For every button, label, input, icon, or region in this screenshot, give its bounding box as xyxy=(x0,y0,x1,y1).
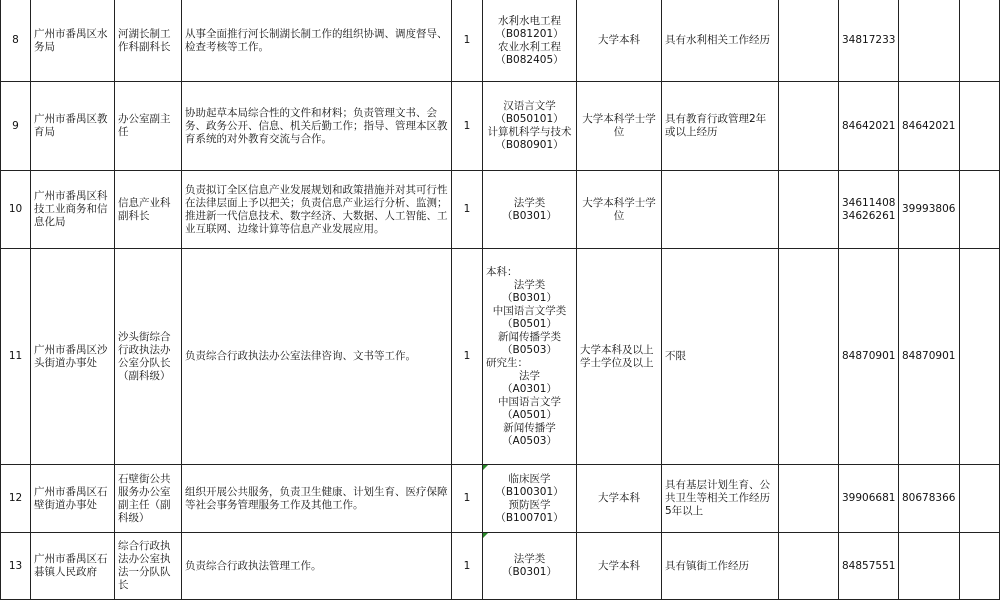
duties-cell: 负责拟订全区信息产业发展规划和政策措施并对其可行性在法律层面上予以把关；负责信息产业运行分析、监测；推进新一代信息技术、数字经济、大数据、人工智能、工业互联网、边缘计算等信息产业发展应用。 xyxy=(182,171,452,249)
row-index: 11 xyxy=(1,249,31,465)
phone-cell-2: 80678366 xyxy=(899,465,960,533)
row-index: 12 xyxy=(1,465,31,533)
phone-cell-2 xyxy=(899,533,960,600)
majors-cell xyxy=(483,171,577,249)
phone-number: 84642021 xyxy=(842,119,896,132)
major-line: 预防医学 xyxy=(508,498,551,511)
majors-cell xyxy=(483,465,577,533)
empty-cell xyxy=(779,0,839,82)
position-cell: 沙头街综合行政执法办公室分队长（副科级） xyxy=(115,249,182,465)
major-line: （B0301） xyxy=(502,291,557,304)
duties-cell: 负责综合行政执法管理工作。 xyxy=(182,533,452,600)
requirement-cell: 具有水利相关工作经历 xyxy=(662,0,779,82)
count-cell: 1 xyxy=(452,82,483,171)
count-cell: 1 xyxy=(452,465,483,533)
empty-cell xyxy=(960,171,1000,249)
phone-number: 84857551 xyxy=(842,559,896,572)
empty-cell xyxy=(779,465,839,533)
education-cell: 大学本科 xyxy=(577,465,662,533)
table-row xyxy=(1,465,1000,533)
major-line: 新闻传播学类 xyxy=(498,330,561,343)
major-line: （B0301） xyxy=(502,209,557,222)
phone-cell xyxy=(839,171,899,249)
majors-cell xyxy=(483,0,577,82)
phone-cell-2: 39993806 xyxy=(899,171,960,249)
position-cell: 信息产业科副科长 xyxy=(115,171,182,249)
phone-cell-2: 84642021 xyxy=(899,82,960,171)
major-line: 中国语言文学类 xyxy=(492,304,567,317)
requirement-cell xyxy=(662,171,779,249)
empty-cell xyxy=(960,249,1000,465)
major-line: 水利水电工程 xyxy=(498,14,561,27)
phone-number: 34626261 xyxy=(842,209,896,222)
major-line: 法学类 xyxy=(513,278,546,291)
phone-number: 84870901 xyxy=(842,350,896,362)
major-line: （B100301） xyxy=(495,485,564,498)
empty-cell xyxy=(779,249,839,465)
table-row xyxy=(1,171,1000,249)
phone-cell xyxy=(839,249,899,465)
duties-cell: 负责综合行政执法办公室法律咨询、文书等工作。 xyxy=(182,249,452,465)
row-index: 9 xyxy=(1,82,31,171)
phone-cell xyxy=(839,82,899,171)
empty-cell xyxy=(960,0,1000,82)
majors-cell xyxy=(483,82,577,171)
row-index: 13 xyxy=(1,533,31,600)
row-index: 10 xyxy=(1,171,31,249)
major-line: 法学 xyxy=(519,369,540,382)
unit-cell: 广州市番禺区教育局 xyxy=(31,82,115,171)
education-cell: 大学本科学士学位 xyxy=(577,82,662,171)
row-index: 8 xyxy=(1,0,31,82)
major-line: （B080901） xyxy=(495,139,564,151)
phone-cell xyxy=(839,465,899,533)
phone-cell xyxy=(839,0,899,82)
unit-cell: 广州市番禺区科技工业商务和信息化局 xyxy=(31,171,115,249)
major-line: 农业水利工程 xyxy=(498,40,561,53)
table-row xyxy=(1,0,1000,82)
requirement-cell: 不限 xyxy=(662,249,779,465)
major-line: （B0503） xyxy=(502,343,557,356)
unit-cell: 广州市番禺区石碁镇人民政府 xyxy=(31,533,115,600)
empty-cell xyxy=(779,533,839,600)
major-line: 法学类 xyxy=(513,553,546,565)
count-cell: 1 xyxy=(452,249,483,465)
phone-cell-2: 84870901 xyxy=(899,249,960,465)
table-row xyxy=(1,82,1000,171)
table-row xyxy=(1,249,1000,465)
requirement-cell: 具有镇街工作经历 xyxy=(662,533,779,600)
count-cell: 1 xyxy=(452,171,483,249)
phone-number: 39906681 xyxy=(842,492,896,504)
duties-cell: 组织开展公共服务，负责卫生健康、计划生育、医疗保障等社会事务管理服务工作及其他工作。 xyxy=(182,465,452,533)
major-line: 临床医学 xyxy=(508,472,551,485)
majors-cell xyxy=(483,249,577,465)
major-line: （B081201） xyxy=(495,27,564,40)
education-cell: 大学本科及以上学士学位及以上 xyxy=(577,249,662,465)
major-line: （A0503） xyxy=(502,434,557,447)
position-cell: 综合行政执法办公室执法一分队队长 xyxy=(115,533,182,600)
education-cell: 大学本科学士学位 xyxy=(577,171,662,249)
empty-cell xyxy=(779,82,839,171)
requirement-cell: 具有教育行政管理2年或以上经历 xyxy=(662,82,779,171)
major-line: （B050101） xyxy=(495,113,564,125)
education-cell: 大学本科 xyxy=(577,0,662,82)
empty-cell xyxy=(960,533,1000,600)
empty-cell xyxy=(779,171,839,249)
major-line: 本科： xyxy=(486,265,518,278)
position-cell: 石壁街公共服务办公室副主任（副科级） xyxy=(115,465,182,533)
phone-number: 34817233 xyxy=(842,34,896,46)
phone-cell xyxy=(839,533,899,600)
major-line: 法学类 xyxy=(513,196,546,209)
unit-cell: 广州市番禺区沙头街道办事处 xyxy=(31,249,115,465)
major-line: 研究生： xyxy=(486,356,528,369)
major-line: （B0501） xyxy=(502,317,557,330)
empty-cell xyxy=(960,465,1000,533)
position-cell: 办公室副主任 xyxy=(115,82,182,171)
unit-cell: 广州市番禺区水务局 xyxy=(31,0,115,82)
major-line: （A0501） xyxy=(502,408,557,421)
majors-cell xyxy=(483,533,577,600)
major-line: （B100701） xyxy=(495,511,564,524)
education-cell: 大学本科 xyxy=(577,533,662,600)
major-line: 新闻传播学 xyxy=(503,421,556,434)
phone-number: 34611408 xyxy=(842,196,896,209)
major-line: （A0301） xyxy=(502,382,557,395)
major-line: 汉语言文学 xyxy=(503,100,556,112)
duties-cell: 协助起草本局综合性的文件和材料；负责管理文书、会务、政务公开、信息、机关后勤工作；指导、管理本区教育系统的对外教育交流与合作。 xyxy=(182,82,452,171)
table-row xyxy=(1,533,1000,600)
position-cell: 河湖长制工作科副科长 xyxy=(115,0,182,82)
major-line: 计算机科学与技术 xyxy=(487,126,572,138)
unit-cell: 广州市番禺区石壁街道办事处 xyxy=(31,465,115,533)
empty-cell xyxy=(960,82,1000,171)
major-line: 中国语言文学 xyxy=(498,395,561,408)
requirement-cell: 具有基层计划生育、公共卫生等相关工作经历5年以上 xyxy=(662,465,779,533)
count-cell: 1 xyxy=(452,0,483,82)
major-line: （B082405） xyxy=(495,53,564,66)
count-cell: 1 xyxy=(452,533,483,600)
duties-cell: 从事全面推行河长制湖长制工作的组织协调、调度督导、检查考核等工作。 xyxy=(182,0,452,82)
major-line: （B0301） xyxy=(502,566,557,578)
phone-cell-2 xyxy=(899,0,960,82)
